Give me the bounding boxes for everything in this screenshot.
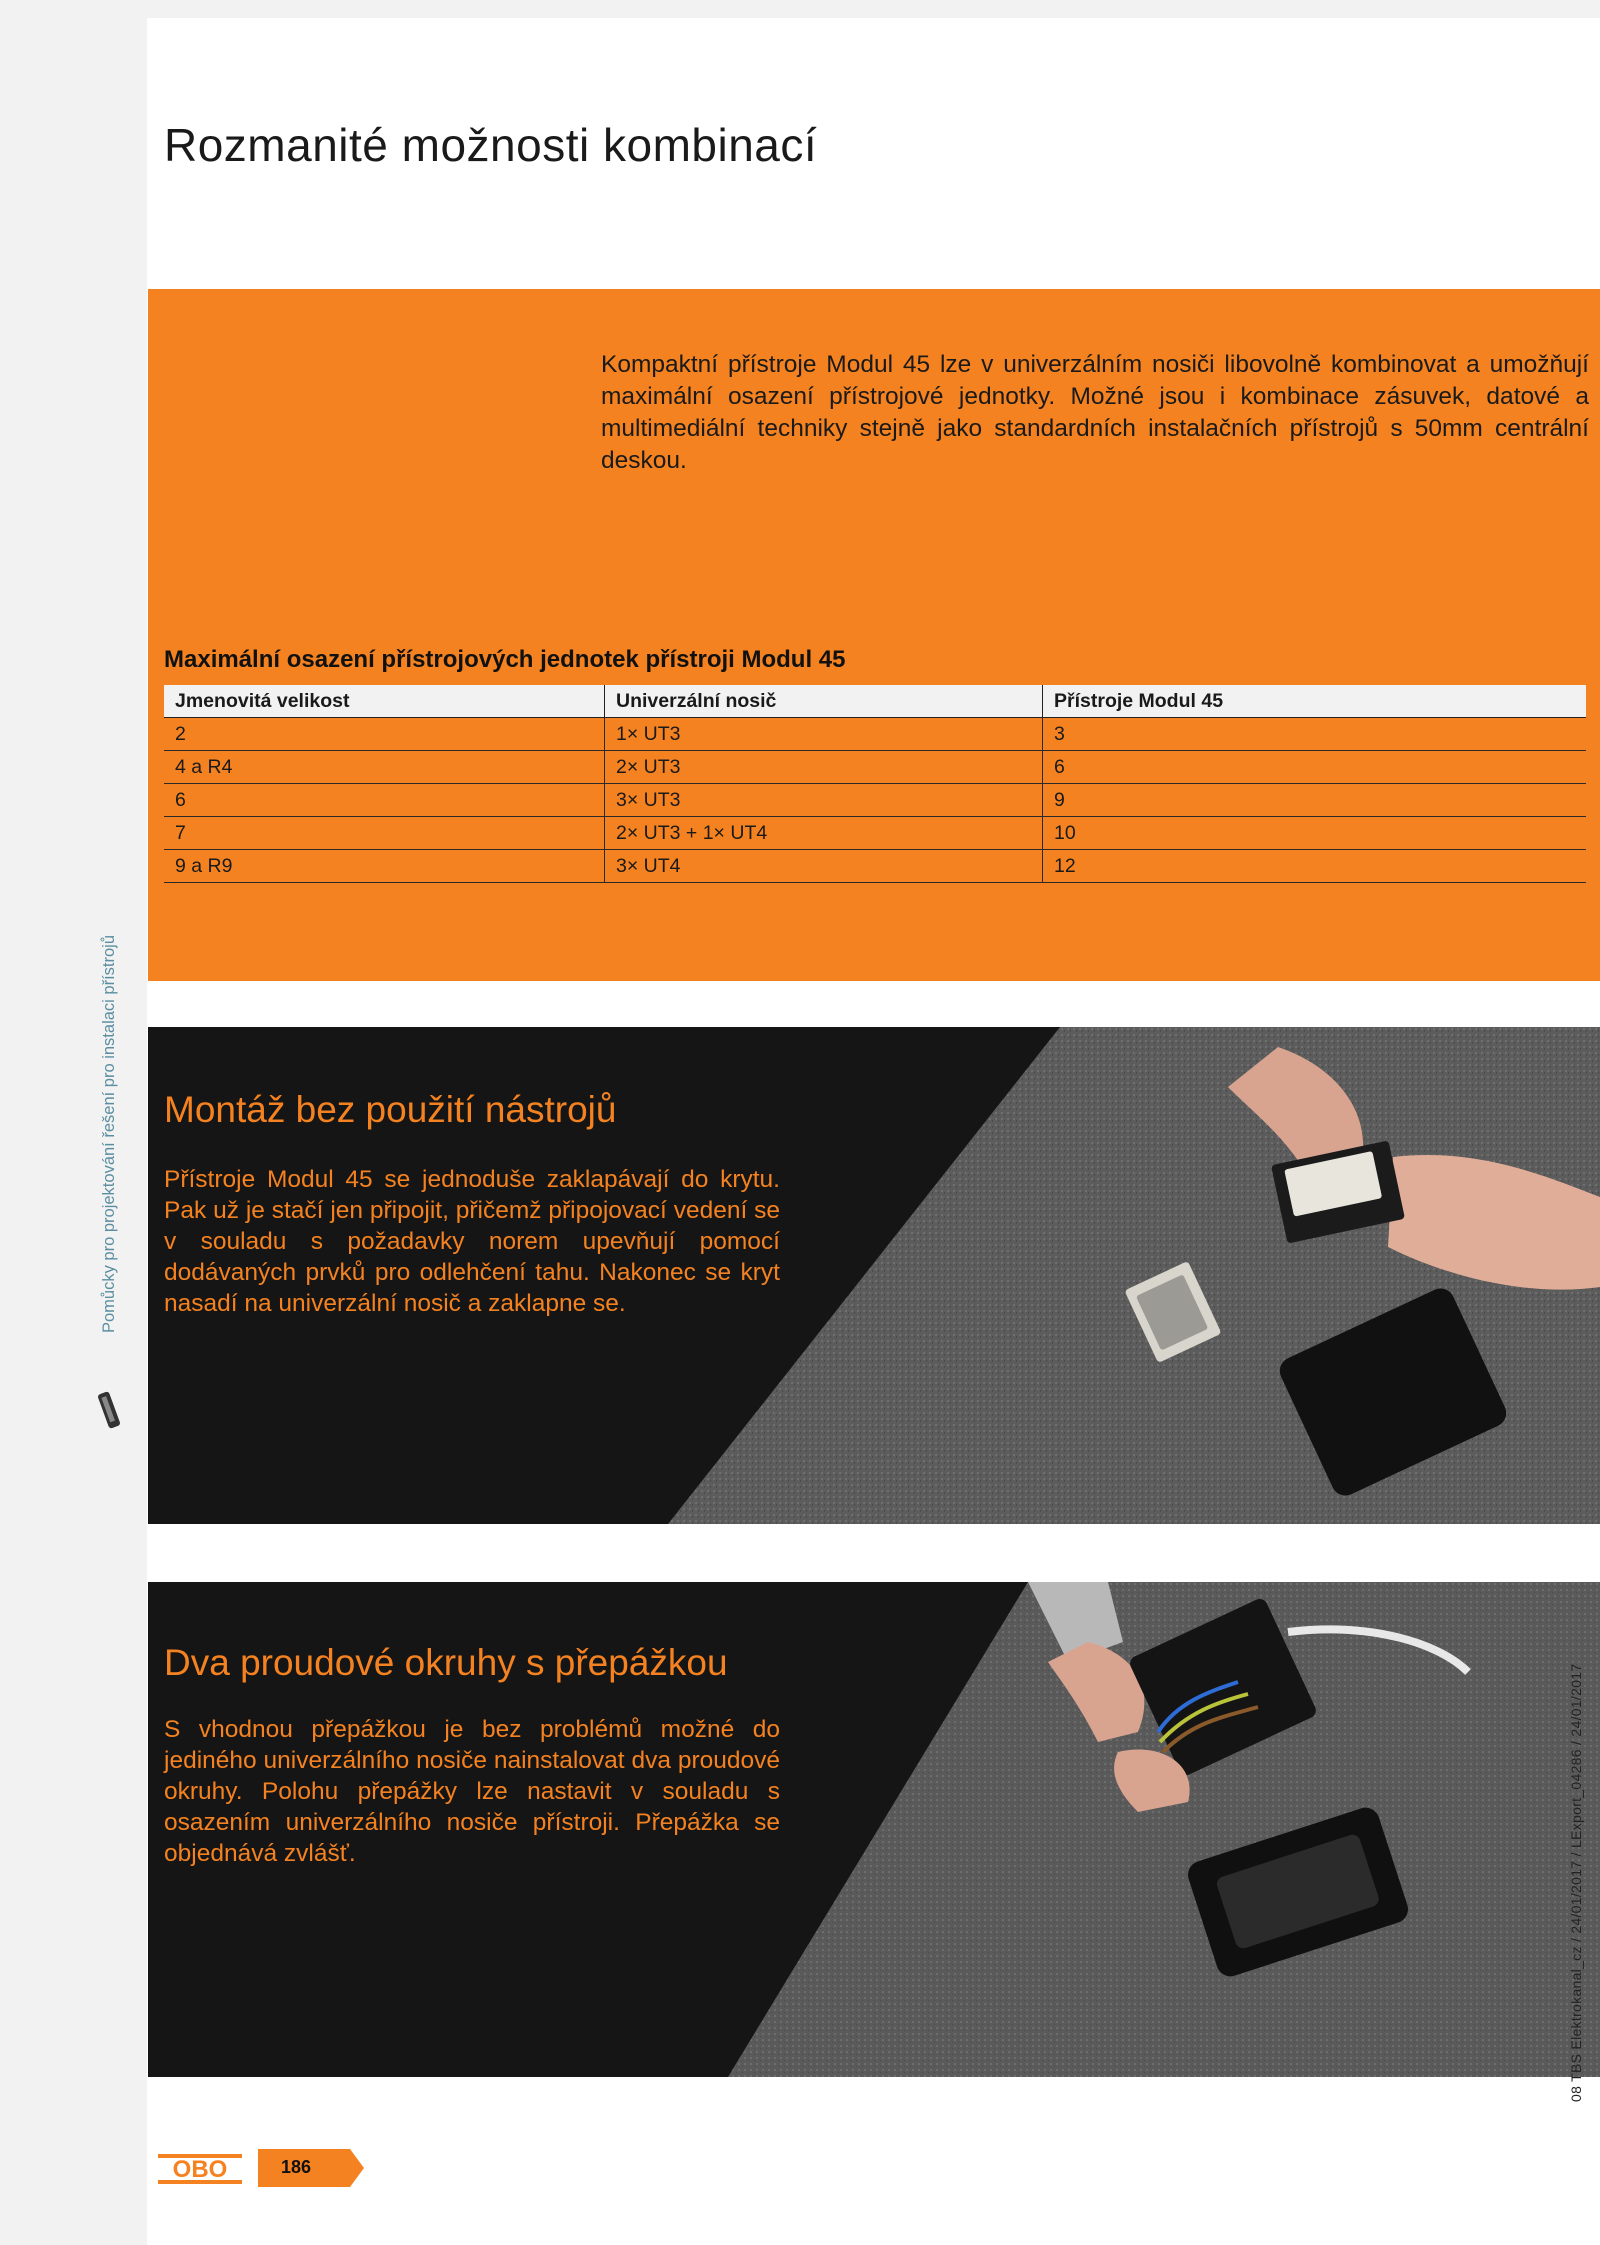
table-cell: 6 — [164, 784, 605, 817]
table-cell: 10 — [1043, 817, 1587, 850]
table-header-cell: Jmenovitá velikost — [164, 685, 605, 718]
table-row — [164, 718, 1586, 751]
page-title: Rozmanité možnosti kombinací — [164, 119, 818, 171]
mounting-section — [148, 1027, 1600, 1524]
table-cell: 4 a R4 — [164, 751, 605, 784]
side-caption: Pomůcky pro projektování řešení pro instalaci přístrojů — [100, 934, 118, 1333]
table-header-cell: Univerzální nosič — [605, 685, 1043, 718]
table-cell: 12 — [1043, 850, 1587, 883]
table-row — [164, 784, 1586, 817]
page-number: 186 — [281, 2157, 312, 2177]
circuits-heading: Dva proudové okruhy s přepážkou — [164, 1642, 728, 1683]
table-cell: 7 — [164, 817, 605, 850]
mounting-heading: Montáž bez použití nástrojů — [164, 1089, 617, 1130]
logo-text: OBO — [172, 2156, 228, 2183]
table-row — [164, 751, 1586, 784]
connector-icon — [97, 1388, 127, 1433]
top-bar — [147, 0, 1600, 18]
table-cell: 9 a R9 — [164, 850, 605, 883]
table-cell: 3 — [1043, 718, 1587, 751]
document-code: 08 TBS Elektrokanal_cz / 24/01/2017 / LExport_04286 / 24/01/2017 — [1568, 1663, 1584, 2102]
intro-paragraph: Kompaktní přístroje Modul 45 lze v univerzálním nosiči libovolně kombinovat a umožňují maximální osazení přístrojové jednotky. Možné jsou i kombinace zásuvek, datové a multimediální techniky stejně jako standardních instalačních přístrojů s 50mm centrální deskou. — [601, 351, 1589, 474]
capacity-table — [164, 685, 1586, 883]
table-header-row — [164, 685, 1586, 718]
orange-info-section — [148, 289, 1600, 981]
circuits-paragraph: S vhodnou přepážkou je bez problémů možné do jediného univerzálního nosiče nainstalovat dva proudové okruhy. Polohu přepážky lze nastavit v souladu s osazením univerzálního nosiče přístroji. Přepážka se objednává zvlášť. — [164, 1716, 780, 1867]
table-row — [164, 817, 1586, 850]
table-cell: 1× UT3 — [605, 718, 1043, 751]
circuits-section — [148, 1582, 1600, 2077]
capacity-table-wrapper — [164, 685, 1586, 883]
mounting-paragraph: Přístroje Modul 45 se jednoduše zaklapávají do krytu. Pak už je stačí jen připojit, přičemž připojovací vedení se v souladu s požadavky norem upevňují pomocí dodávaných prvků pro odlehčení tahu. Nakonec se kryt nasadí na univerzální nosič a zaklapne se. — [164, 1166, 780, 1317]
obo-logo — [158, 2152, 242, 2186]
table-row — [164, 850, 1586, 883]
table-cell: 6 — [1043, 751, 1587, 784]
table-cell: 3× UT3 — [605, 784, 1043, 817]
table-header-cell: Přístroje Modul 45 — [1043, 685, 1587, 718]
table-title: Maximální osazení přístrojových jednotek přístroji Modul 45 — [164, 646, 846, 673]
table-cell: 2× UT3 + 1× UT4 — [605, 817, 1043, 850]
table-cell: 2 — [164, 718, 605, 751]
table-cell: 9 — [1043, 784, 1587, 817]
table-cell: 3× UT4 — [605, 850, 1043, 883]
table-cell: 2× UT3 — [605, 751, 1043, 784]
left-margin-strip — [0, 0, 147, 2245]
